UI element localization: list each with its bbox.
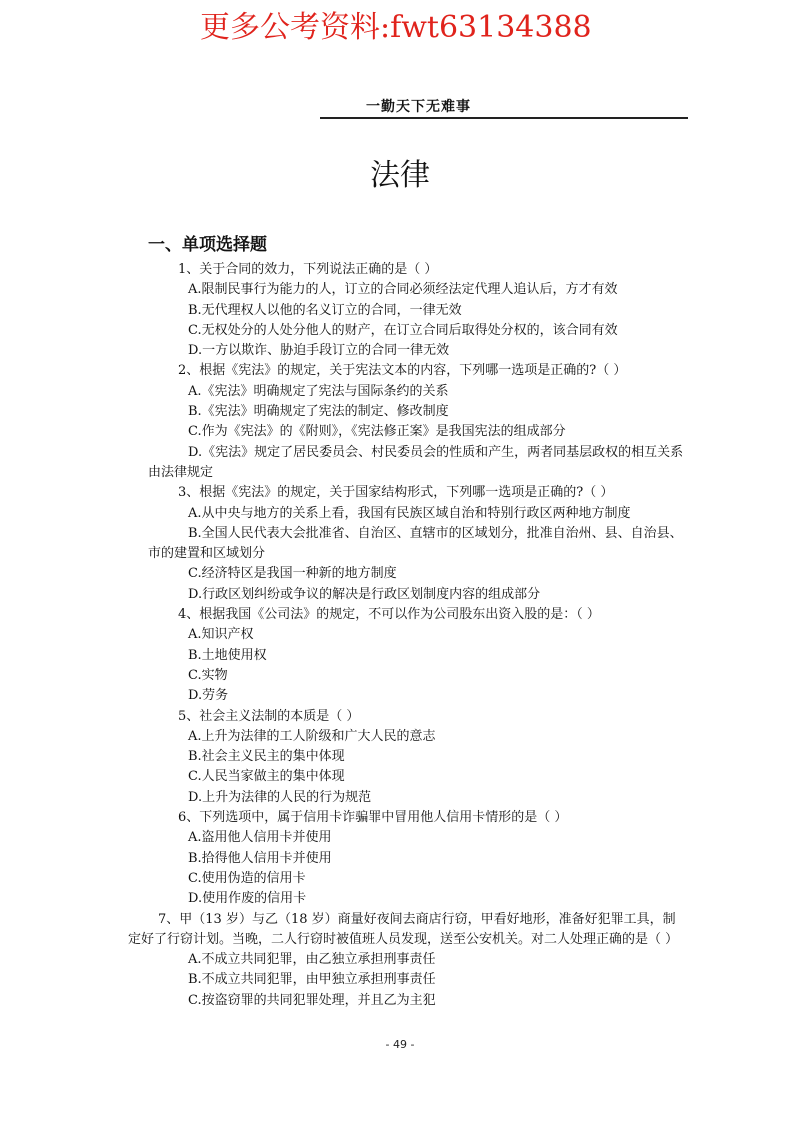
question-option: C.无权处分的人处分他人的财产，在订立合同后取得处分权的，该合同有效 [188, 322, 618, 338]
question-option: D.行政区划纠纷或争议的解决是行政区划制度内容的组成部分 [188, 586, 541, 602]
question-option: B.不成立共同犯罪，由甲独立承担刑事责任 [188, 972, 436, 988]
question-option: B.土地使用权 [188, 647, 267, 663]
question-stem: 7、甲（13 岁）与乙（18 岁）商量好夜间去商店行窃，甲看好地形，准备好犯罪工具，制定好了行窃计划。当晚，二人行窃时被值班人员发现，送至公安机关。对二人处理正确的是（ ） [128, 911, 679, 947]
question-stem: 1、关于合同的效力，下列说法正确的是（ ） [178, 262, 438, 277]
page-title: 法律 [370, 158, 430, 193]
section-heading: 一、单项选择题 [148, 235, 267, 255]
question-option: B.全国人民代表大会批准省、自治区、直辖市的区域划分，批准自治州、县、自治县、市的建置和区域划分 [148, 525, 683, 562]
question-option: C.按盗窃罪的共同犯罪处理，并且乙为主犯 [188, 992, 436, 1008]
question-option: A.盗用他人信用卡并使用 [188, 830, 332, 846]
question-option: C.作为《宪法》的《附则》，《宪法修正案》是我国宪法的组成部分 [188, 424, 566, 440]
question-option: B.《宪法》明确规定了宪法的制定、修改制度 [188, 404, 449, 420]
question-option: A.《宪法》明确规定了宪法与国际条约的关系 [188, 383, 449, 399]
question-stem: 5、社会主义法制的本质是（ ） [178, 708, 360, 724]
question-option: A.上升为法律的工人阶级和广大人民的意志 [188, 728, 436, 744]
question-option: A.不成立共同犯罪，由乙独立承担刑事责任 [188, 952, 436, 968]
question-option: D.上升为法律的人民的行为规范 [188, 789, 372, 805]
question-stem: 6、下列选项中，属于信用卡诈骗罪中冒用他人信用卡情形的是（ ） [178, 810, 568, 826]
question-option: D.使用作废的信用卡 [188, 891, 307, 907]
question-option: D.《宪法》规定了居民委员会、村民委员会的性质和产生，两者同基层政权的相互关系由法律规定 [148, 444, 684, 480]
watermark-text: 更多公考资料:fwt63134388 [200, 10, 592, 45]
question-option: A.知识产权 [188, 627, 254, 643]
question-stem: 4、根据我国《公司法》的规定，不可以作为公司股东出资入股的是：（ ） [178, 607, 600, 623]
question-option: B.拾得他人信用卡并使用 [188, 850, 332, 866]
question-option: C.实物 [188, 667, 228, 683]
question-option: A.从中央与地方的关系上看，我国有民族区域自治和特别行政区两种地方制度 [188, 505, 631, 521]
page-number: - 49 - [385, 1038, 415, 1051]
question-option: A.限制民事行为能力的人，订立的合同必须经法定代理人追认后，方才有效 [188, 282, 618, 298]
question-list [128, 260, 688, 1011]
header-motto: 一勤天下无难事 [366, 99, 471, 115]
question-option: B.社会主义民主的集中体现 [188, 749, 345, 765]
question-stem: 2、根据《宪法》的规定，关于宪法文本的内容，下列哪一选项是正确的?（ ） [178, 363, 627, 379]
question-option: C.使用伪造的信用卡 [188, 870, 306, 886]
question-stem: 3、根据《宪法》的规定，关于国家结构形式，下列哪一选项是正确的?（ ） [178, 485, 614, 501]
question-option: C.人民当家做主的集中体现 [188, 769, 345, 785]
question-option: D.劳务 [188, 688, 229, 704]
question-option: D.一方以欺诈、胁迫手段订立的合同一律无效 [188, 343, 450, 359]
header-rule [320, 117, 688, 119]
question-option: C.经济特区是我国一种新的地方制度 [188, 566, 397, 582]
question-option: B.无代理权人以他的名义订立的合同，一律无效 [188, 302, 462, 318]
